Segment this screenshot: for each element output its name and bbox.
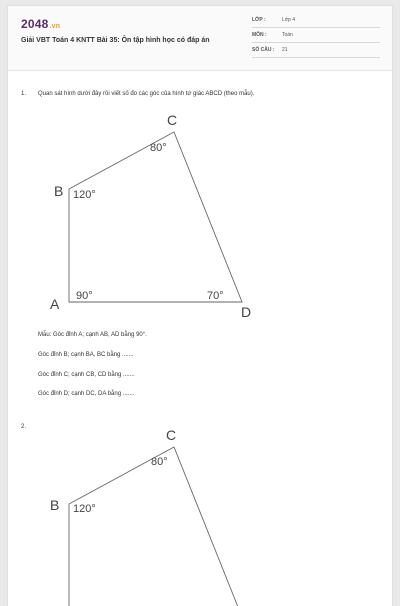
quadrilateral-abcd [69,132,242,302]
worksheet-page [8,6,392,606]
angle-label-d: 70° [207,290,224,302]
vertex-label-b-2: B [50,497,60,513]
meta-value-count: 21 [282,47,288,53]
logo-text: 2048 [21,17,49,31]
question-2-number: 2. [21,424,27,430]
angle-label-a: 90° [76,290,93,302]
meta-label-subject: MÔN : [252,32,267,38]
question-1-text: Quan sát hình dưới đây rồi viết số đo các góc của hình tứ giác ABCD (theo mẫu). [38,91,255,97]
question-1-number: 1. [21,91,27,97]
angle-label-b: 120° [73,189,96,201]
document-title: Giải VBT Toán 4 KNTT Bài 35: Ôn tập hình học có đáp án [21,37,210,44]
angle-label-b-2: 120° [73,503,96,515]
vertex-label-c: C [167,112,178,128]
meta-value-class: Lớp 4 [282,17,296,23]
vertex-label-a: A [50,296,60,312]
vertex-label-d: D [241,304,252,320]
logo-suffix: .vn [49,23,61,30]
answer-line-c: Góc đỉnh C; cạnh CB, CD bằng ....... [38,372,135,378]
meta-value-subject: Toán [282,32,293,38]
angle-label-c: 80° [150,142,167,154]
quadrilateral-figure-1 [8,6,392,606]
meta-label-count: SỐ CÂU : [252,47,275,53]
quadrilateral-partial-2 [69,447,242,606]
meta-label-class: LỚP : [252,17,266,23]
vertex-label-c-2: C [166,427,177,443]
answer-line-d: Góc đỉnh D; cạnh DC, DA bằng ....... [38,391,135,397]
angle-label-c-2: 80° [151,456,168,468]
answer-line-b: Góc đỉnh B; cạnh BA, BC bằng ....... [38,352,134,358]
answer-line-example: Mẫu: Góc đỉnh A; cạnh AB, AD bằng 90°. [38,332,147,338]
vertex-label-b: B [54,183,64,199]
